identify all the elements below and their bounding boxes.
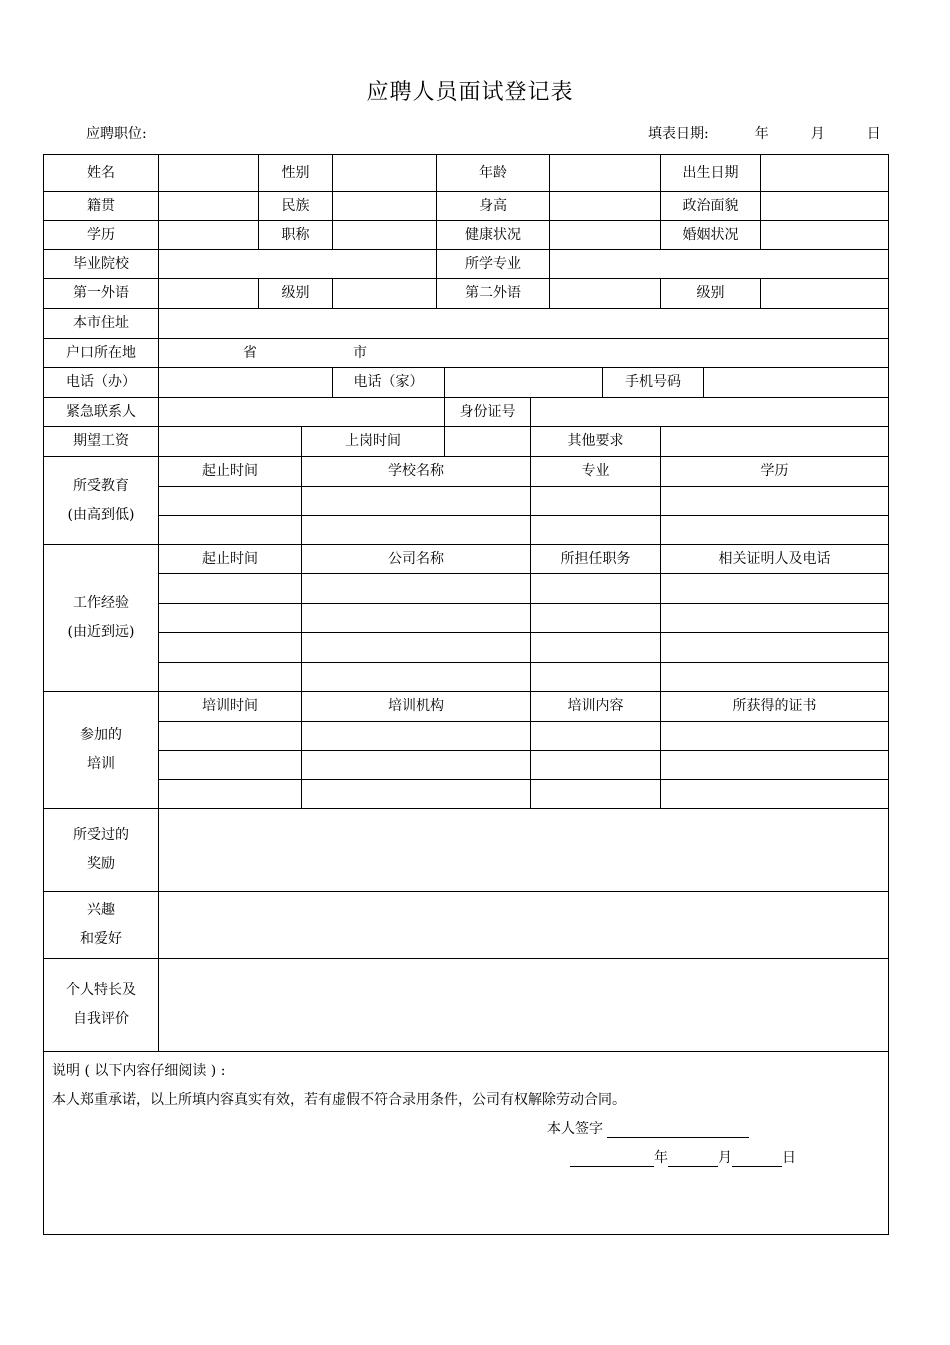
training-cell[interactable]	[159, 722, 302, 751]
input-mobile[interactable]	[704, 368, 888, 398]
label-mobile: 手机号码	[603, 368, 704, 398]
signature-date	[570, 1147, 796, 1167]
signature-row	[547, 1118, 749, 1138]
edu-cell[interactable]	[661, 487, 888, 516]
label-education: 学历	[44, 221, 159, 250]
label-native-place: 籍贯	[44, 192, 159, 221]
training-section-label	[44, 692, 159, 809]
work-cell[interactable]	[531, 633, 661, 663]
work-label-line1: 工作经验	[73, 595, 129, 611]
fill-date-month: 月	[810, 126, 825, 142]
label-emergency-contact: 紧急联系人	[44, 398, 159, 427]
edu-cell[interactable]	[302, 516, 531, 545]
training-cell[interactable]	[159, 780, 302, 809]
training-cell[interactable]	[531, 722, 661, 751]
work-cell[interactable]	[531, 604, 661, 633]
awards-label-line1: 所受过的	[73, 827, 129, 843]
work-cell[interactable]	[661, 604, 888, 633]
training-header-certificate: 所获得的证书	[661, 692, 888, 722]
label-first-language: 第一外语	[44, 279, 159, 309]
input-level-2[interactable]	[761, 279, 888, 309]
signature-line[interactable]	[607, 1123, 749, 1138]
training-cell[interactable]	[159, 751, 302, 780]
label-birth-date: 出生日期	[661, 155, 761, 192]
awards-label-line2: 奖励	[87, 856, 115, 872]
input-marital[interactable]	[761, 221, 888, 250]
work-section-label	[44, 545, 159, 692]
training-cell[interactable]	[661, 751, 888, 780]
label-level-1: 级别	[259, 279, 333, 309]
training-cell[interactable]	[661, 722, 888, 751]
training-header-content: 培训内容	[531, 692, 661, 722]
input-height[interactable]	[550, 192, 661, 221]
input-education[interactable]	[159, 221, 259, 250]
hobbies-label-line1: 兴趣	[87, 902, 115, 918]
input-graduated-school[interactable]	[159, 250, 437, 279]
work-header-position: 所担任职务	[531, 545, 661, 574]
input-health[interactable]	[550, 221, 661, 250]
input-ethnicity[interactable]	[333, 192, 437, 221]
awards-input[interactable]	[159, 809, 888, 892]
self-eval-input[interactable]	[159, 959, 888, 1052]
hukou-city: 市	[353, 344, 367, 361]
edu-header-school: 学校名称	[302, 457, 531, 487]
fill-date-year: 年	[754, 126, 769, 142]
work-cell[interactable]	[159, 604, 302, 633]
input-native-place[interactable]	[159, 192, 259, 221]
hukou-province: 省	[243, 344, 257, 361]
label-gender: 性别	[259, 155, 333, 192]
edu-cell[interactable]	[159, 487, 302, 516]
input-birth-date[interactable]	[761, 155, 888, 192]
edu-cell[interactable]	[302, 487, 531, 516]
work-cell[interactable]	[159, 574, 302, 604]
work-cell[interactable]	[302, 663, 531, 692]
work-cell[interactable]	[661, 663, 888, 692]
registration-table	[43, 154, 889, 1235]
training-cell[interactable]	[302, 722, 531, 751]
input-age[interactable]	[550, 155, 661, 192]
training-cell[interactable]	[531, 780, 661, 809]
label-major: 所学专业	[437, 250, 550, 279]
input-other-requirements[interactable]	[661, 427, 888, 457]
self-eval-label-line2: 自我评价	[73, 1011, 129, 1027]
label-hukou: 户口所在地	[44, 339, 159, 368]
label-age: 年龄	[437, 155, 550, 192]
input-title-rank[interactable]	[333, 221, 437, 250]
edu-cell[interactable]	[661, 516, 888, 545]
awards-label	[44, 809, 159, 892]
training-cell[interactable]	[661, 780, 888, 809]
label-political-status: 政治面貌	[661, 192, 761, 221]
label-graduated-school: 毕业院校	[44, 250, 159, 279]
hobbies-label	[44, 892, 159, 959]
hobbies-input[interactable]	[159, 892, 888, 959]
label-ethnicity: 民族	[259, 192, 333, 221]
work-label-line2: (由近到远)	[67, 624, 135, 640]
sign-day-blank[interactable]	[732, 1152, 782, 1167]
input-phone-office[interactable]	[159, 368, 333, 398]
sign-month-blank[interactable]	[668, 1152, 718, 1167]
label-name: 姓名	[44, 155, 159, 192]
work-cell[interactable]	[159, 663, 302, 692]
sign-day-label: 日	[782, 1150, 796, 1166]
label-id-number: 身份证号	[445, 398, 531, 427]
label-local-address: 本市住址	[44, 309, 159, 339]
notes-heading: 说明 ( 以下内容仔细阅读 ) :	[52, 1063, 226, 1079]
hobbies-label-line2: 和爱好	[80, 931, 122, 947]
input-major[interactable]	[550, 250, 888, 279]
training-cell[interactable]	[302, 751, 531, 780]
edu-header-period: 起止时间	[159, 457, 302, 487]
training-cell[interactable]	[302, 780, 531, 809]
input-second-language[interactable]	[550, 279, 661, 309]
edu-header-degree: 学历	[661, 457, 888, 487]
form-title: 应聘人员面试登记表	[366, 80, 574, 105]
label-title-rank: 职称	[259, 221, 333, 250]
work-cell[interactable]	[302, 633, 531, 663]
edu-cell[interactable]	[159, 516, 302, 545]
label-other-requirements: 其他要求	[531, 427, 661, 457]
training-cell[interactable]	[531, 751, 661, 780]
position-label: 应聘职位:	[86, 126, 147, 142]
work-cell[interactable]	[302, 604, 531, 633]
work-header-company: 公司名称	[302, 545, 531, 574]
input-start-date[interactable]	[445, 427, 531, 457]
label-phone-home: 电话（家）	[333, 368, 445, 398]
input-phone-home[interactable]	[445, 368, 603, 398]
notes-section	[44, 1052, 888, 1234]
training-header-time: 培训时间	[159, 692, 302, 722]
work-cell[interactable]	[531, 663, 661, 692]
input-gender[interactable]	[333, 155, 437, 192]
training-label-line1: 参加的	[80, 727, 122, 743]
input-local-address[interactable]	[159, 309, 888, 339]
fill-date-day: 日	[866, 126, 881, 142]
education-label-line2: (由高到低)	[67, 506, 135, 523]
notes-statement: 本人郑重承诺，以上所填内容真实有效，若有虚假不符合录用条件，公司有权解除劳动合同。	[52, 1092, 626, 1108]
sign-year-blank[interactable]	[570, 1152, 654, 1167]
input-expected-salary[interactable]	[159, 427, 302, 457]
work-header-period: 起止时间	[159, 545, 302, 574]
input-emergency-contact[interactable]	[159, 398, 445, 427]
edu-cell[interactable]	[531, 516, 661, 545]
input-id-number[interactable]	[531, 398, 888, 427]
work-header-reference: 相关证明人及电话	[661, 545, 888, 574]
label-start-date: 上岗时间	[302, 427, 445, 457]
label-expected-salary: 期望工资	[44, 427, 159, 457]
label-health: 健康状况	[437, 221, 550, 250]
label-second-language: 第二外语	[437, 279, 550, 309]
input-level-1[interactable]	[333, 279, 437, 309]
self-eval-label-line1: 个人特长及	[66, 982, 136, 998]
self-eval-label	[44, 959, 159, 1052]
sign-month-label: 月	[718, 1150, 732, 1166]
fill-date	[648, 123, 888, 143]
input-name[interactable]	[159, 155, 259, 192]
sign-year-label: 年	[654, 1150, 668, 1166]
input-hukou[interactable]	[159, 339, 888, 368]
training-header-institution: 培训机构	[302, 692, 531, 722]
label-level-2: 级别	[661, 279, 761, 309]
label-marital: 婚姻状况	[661, 221, 761, 250]
work-cell[interactable]	[302, 574, 531, 604]
label-height: 身高	[437, 192, 550, 221]
work-cell[interactable]	[531, 574, 661, 604]
training-label-line2: 培训	[87, 756, 115, 772]
edu-header-major: 专业	[531, 457, 661, 487]
work-cell[interactable]	[661, 574, 888, 604]
input-political-status[interactable]	[761, 192, 888, 221]
work-cell[interactable]	[159, 633, 302, 663]
label-phone-office: 电话（办）	[44, 368, 159, 398]
fill-date-label: 填表日期:	[648, 126, 709, 142]
signature-label: 本人签字	[547, 1121, 603, 1137]
input-first-language[interactable]	[159, 279, 259, 309]
edu-cell[interactable]	[531, 487, 661, 516]
education-section-label	[44, 457, 159, 545]
education-label-line1: 所受教育	[73, 477, 129, 494]
work-cell[interactable]	[661, 633, 888, 663]
